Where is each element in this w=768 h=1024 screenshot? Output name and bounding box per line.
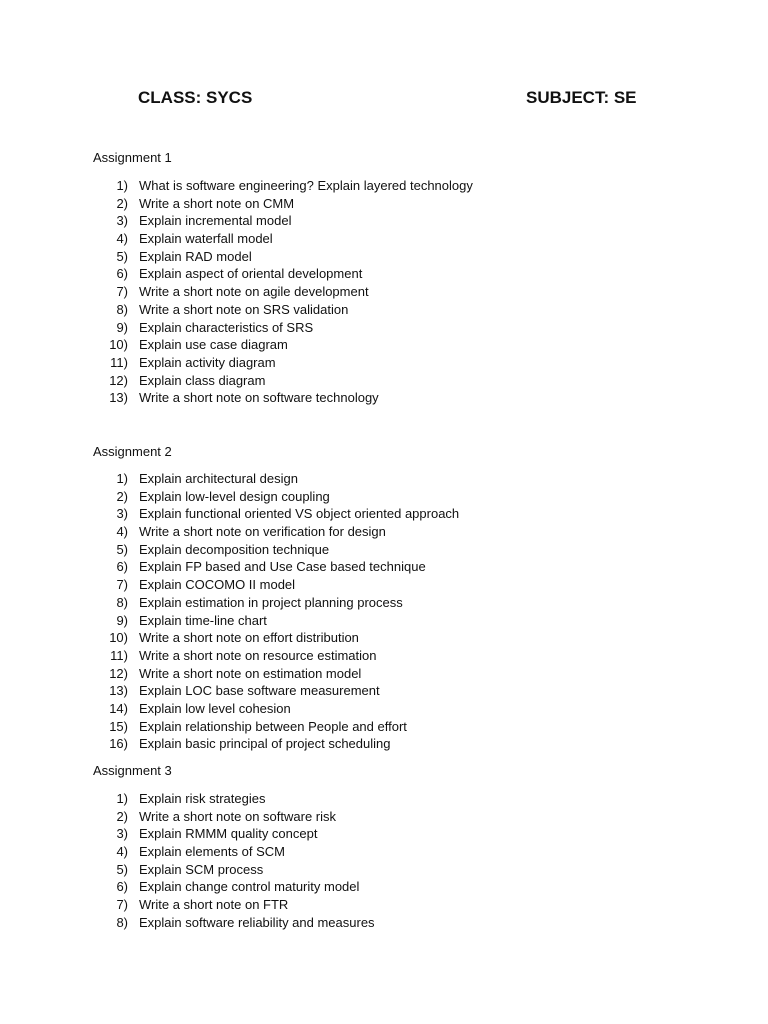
question-text: Explain risk strategies bbox=[139, 791, 266, 806]
subject-heading: SUBJECT: SE bbox=[526, 88, 637, 107]
question-number: 12) bbox=[109, 372, 128, 388]
question-text: Explain RMMM quality concept bbox=[139, 826, 318, 842]
question-text: Explain decomposition technique bbox=[139, 541, 330, 557]
question-text: Explain low-level design coupling bbox=[139, 488, 330, 504]
question-text: Explain elements of SCM bbox=[139, 844, 285, 860]
question-number: 4) bbox=[116, 524, 128, 540]
question-text: Write a short note on software technology bbox=[139, 390, 379, 406]
question-number: 16) bbox=[109, 736, 128, 752]
question-number: 8) bbox=[116, 594, 128, 610]
question-number: 5) bbox=[116, 248, 128, 264]
question-text: Write a short note on verification for design bbox=[139, 524, 386, 540]
question-text: Explain estimation in project planning process bbox=[139, 594, 403, 610]
question-number: 5) bbox=[116, 861, 128, 877]
question-number: 6) bbox=[116, 266, 128, 282]
question-number: 12) bbox=[109, 665, 128, 681]
assignment-2-title: Assignment 2 bbox=[93, 444, 172, 459]
question-text: Explain LOC base software measurement bbox=[139, 683, 380, 699]
question-number: 9) bbox=[116, 612, 128, 628]
question-text: Write a short note on agile development bbox=[139, 284, 369, 300]
question-number: 3) bbox=[116, 826, 128, 842]
question-number: 9) bbox=[116, 319, 128, 335]
question-text: Explain change control maturity model bbox=[139, 879, 360, 895]
question-text: Explain functional oriented VS object oriented approach bbox=[139, 506, 460, 522]
question-number: 7) bbox=[116, 284, 128, 300]
class-heading: CLASS: SYCS bbox=[138, 88, 253, 107]
question-text: Explain activity diagram bbox=[139, 354, 276, 370]
question-text: Explain basic principal of project scheduling bbox=[139, 736, 391, 752]
question-text: Explain incremental model bbox=[139, 213, 292, 229]
question-text: Write a short note on software risk bbox=[139, 808, 337, 824]
question-number: 8) bbox=[116, 914, 128, 930]
question-text: What is software engineering? Explain layered technology bbox=[139, 178, 473, 193]
question-number: 11) bbox=[110, 647, 128, 663]
question-number: 6) bbox=[116, 559, 128, 575]
assignment-3-title: Assignment 3 bbox=[93, 763, 172, 778]
question-number: 10) bbox=[109, 630, 128, 646]
question-text: Explain low level cohesion bbox=[139, 700, 291, 716]
question-number: 2) bbox=[116, 195, 128, 211]
question-text: Explain SCM process bbox=[139, 861, 264, 877]
question-number: 8) bbox=[116, 301, 128, 317]
question-text: Write a short note on effort distribution bbox=[139, 630, 359, 646]
question-number: 7) bbox=[116, 897, 128, 913]
question-text: Write a short note on resource estimation bbox=[139, 647, 377, 663]
question-number: 3) bbox=[116, 506, 128, 522]
question-number: 14) bbox=[109, 700, 128, 716]
question-number: 15) bbox=[109, 718, 128, 734]
question-number: 6) bbox=[116, 879, 128, 895]
question-text: Explain COCOMO II model bbox=[139, 577, 296, 593]
assignment-1-title: Assignment 1 bbox=[93, 150, 172, 165]
question-number: 1) bbox=[116, 471, 128, 486]
question-number: 2) bbox=[116, 488, 128, 504]
question-text: Explain relationship between People and effort bbox=[139, 718, 407, 734]
question-text: Explain software reliability and measures bbox=[139, 914, 375, 930]
question-text: Explain waterfall model bbox=[139, 231, 273, 247]
question-text: Explain class diagram bbox=[139, 372, 266, 388]
question-number: 5) bbox=[116, 541, 128, 557]
question-number: 13) bbox=[109, 390, 128, 406]
question-text: Explain use case diagram bbox=[139, 337, 288, 353]
question-text: Write a short note on estimation model bbox=[139, 665, 362, 681]
question-number: 4) bbox=[116, 231, 128, 247]
question-number: 13) bbox=[109, 683, 128, 699]
question-number: 3) bbox=[116, 213, 128, 229]
question-text: Explain characteristics of SRS bbox=[139, 319, 314, 335]
question-text: Explain architectural design bbox=[139, 471, 298, 486]
question-number: 10) bbox=[109, 337, 128, 353]
question-text: Explain FP based and Use Case based technique bbox=[139, 559, 426, 575]
question-text: Write a short note on CMM bbox=[139, 195, 295, 211]
question-number: 4) bbox=[116, 844, 128, 860]
question-number: 11) bbox=[110, 354, 128, 370]
question-number: 7) bbox=[116, 577, 128, 593]
question-text: Explain aspect of oriental development bbox=[139, 266, 363, 282]
question-text: Write a short note on SRS validation bbox=[139, 301, 349, 317]
question-text: Write a short note on FTR bbox=[139, 897, 289, 913]
question-text: Explain time-line chart bbox=[139, 612, 267, 628]
question-number: 2) bbox=[116, 808, 128, 824]
question-number: 1) bbox=[116, 791, 128, 806]
question-number: 1) bbox=[116, 178, 128, 193]
question-text: Explain RAD model bbox=[139, 248, 252, 264]
